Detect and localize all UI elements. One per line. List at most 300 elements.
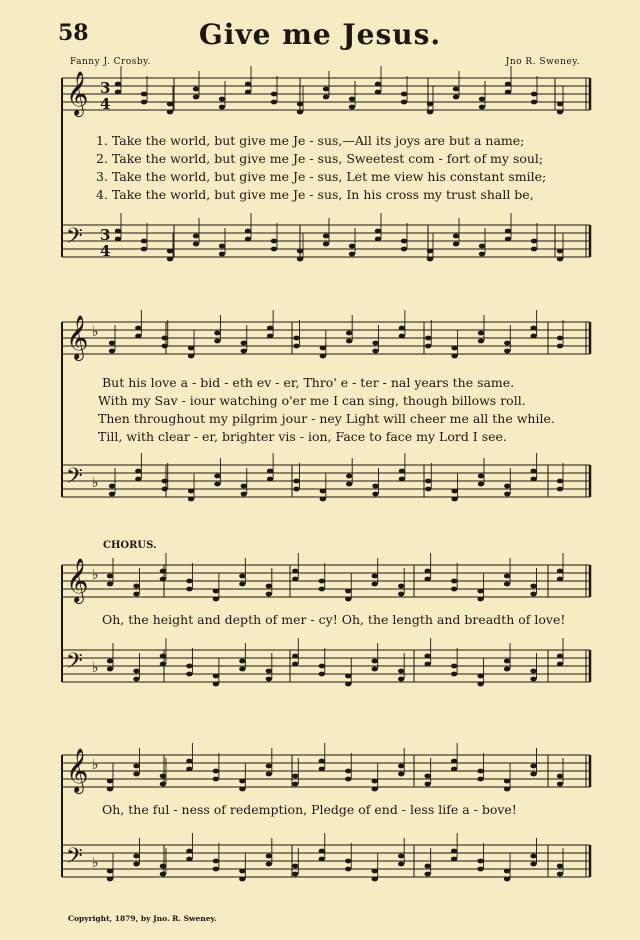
note-head — [293, 487, 299, 492]
note-head — [345, 859, 351, 864]
note-head — [401, 239, 407, 244]
note-head — [293, 336, 299, 341]
note-head — [479, 105, 485, 110]
note-head — [375, 229, 381, 234]
note-head — [424, 872, 430, 877]
note-head — [213, 777, 219, 782]
note-head — [398, 677, 404, 682]
note-head — [398, 669, 404, 674]
note-head — [133, 764, 139, 769]
author-credit: Fanny J. Crosby. — [70, 57, 151, 67]
note-head — [135, 477, 141, 482]
note-head — [107, 877, 113, 882]
hymn-title: Give me Jesus. — [198, 18, 442, 51]
time-signature-top: 3 — [100, 226, 111, 244]
note-head — [530, 764, 536, 769]
note-head — [245, 237, 251, 242]
note-head — [557, 336, 563, 341]
note-head — [372, 779, 378, 784]
flat-icon: ♭ — [92, 855, 99, 871]
note-head — [505, 82, 511, 87]
note-head — [160, 872, 166, 877]
note-head — [451, 664, 457, 669]
treble-clef-icon: 𝄞 — [66, 71, 89, 115]
note-head — [375, 82, 381, 87]
note-head — [320, 497, 326, 502]
note-head — [186, 587, 192, 592]
verse-3-line-1: 3. Take the world, but give me Je - sus, Let me view his constant smile; — [96, 169, 547, 184]
note-head — [213, 674, 219, 679]
note-head — [107, 574, 113, 579]
note-head — [530, 334, 536, 339]
note-head — [453, 87, 459, 92]
note-head — [479, 244, 485, 249]
note-head — [504, 877, 510, 882]
note-head — [109, 341, 115, 346]
note-head — [349, 105, 355, 110]
note-head — [504, 341, 510, 346]
note-head — [530, 677, 536, 682]
note-head — [478, 474, 484, 479]
note-head — [349, 97, 355, 102]
note-head — [241, 341, 247, 346]
note-head — [504, 484, 510, 489]
copyright-notice: Copyright, 1879, by Jno. R. Sweney. — [68, 914, 217, 923]
note-head — [531, 239, 537, 244]
note-head — [133, 854, 139, 859]
flat-icon: ♭ — [92, 567, 99, 583]
note-head — [188, 346, 194, 351]
note-head — [557, 864, 563, 869]
note-head — [133, 592, 139, 597]
note-head — [451, 497, 457, 502]
note-head — [504, 659, 510, 664]
note-head — [266, 677, 272, 682]
note-head — [425, 344, 431, 349]
note-head — [451, 672, 457, 677]
note-head — [239, 779, 245, 784]
note-head — [557, 487, 563, 492]
note-head — [186, 579, 192, 584]
note-head — [135, 326, 141, 331]
note-head — [219, 252, 225, 257]
note-head — [531, 92, 537, 97]
note-head — [530, 592, 536, 597]
note-head — [266, 669, 272, 674]
note-head — [345, 674, 351, 679]
note-head — [162, 479, 168, 484]
note-head — [241, 492, 247, 497]
note-head — [107, 787, 113, 792]
note-head — [109, 484, 115, 489]
note-head — [293, 479, 299, 484]
note-head — [530, 772, 536, 777]
note-head — [504, 582, 510, 587]
note-head — [292, 662, 298, 667]
note-head — [346, 331, 352, 336]
note-head — [557, 577, 563, 582]
note-head — [319, 579, 325, 584]
time-signature-bottom: 4 — [100, 242, 111, 260]
note-head — [115, 229, 121, 234]
note-head — [557, 782, 563, 787]
note-head — [453, 234, 459, 239]
note-head — [319, 849, 325, 854]
note-head — [451, 857, 457, 862]
note-head — [167, 110, 173, 115]
note-head — [372, 582, 378, 587]
note-head — [167, 257, 173, 262]
note-head — [557, 110, 563, 115]
note-head — [133, 584, 139, 589]
note-head — [530, 477, 536, 482]
note-head — [267, 326, 273, 331]
note-head — [557, 479, 563, 484]
flat-icon: ♭ — [92, 660, 99, 676]
note-head — [478, 339, 484, 344]
bass-clef-icon: 𝄢 — [66, 844, 83, 874]
note-head — [477, 597, 483, 602]
note-head — [372, 349, 378, 354]
treble-clef-icon: 𝄞 — [66, 558, 89, 602]
note-head — [372, 341, 378, 346]
note-head — [477, 589, 483, 594]
chorus-lyric-1: Oh, the height and depth of mer - cy! Oh, the length and breadth of love! — [102, 612, 566, 627]
verse-1-line-1: 1. Take the world, but give me Je - sus,—All its joys are but a name; — [96, 133, 525, 148]
note-head — [399, 334, 405, 339]
note-head — [319, 767, 325, 772]
chorus-lyric-2: Oh, the ful - ness of redemption, Pledge of end - less life a - bove! — [102, 802, 517, 817]
note-head — [323, 95, 329, 100]
note-head — [162, 336, 168, 341]
note-head — [213, 682, 219, 687]
note-head — [188, 497, 194, 502]
note-head — [239, 787, 245, 792]
note-head — [451, 346, 457, 351]
bass-clef-icon: 𝄢 — [66, 649, 83, 679]
note-head — [557, 344, 563, 349]
note-head — [213, 589, 219, 594]
time-signature-bottom: 4 — [100, 95, 111, 113]
note-head — [375, 90, 381, 95]
note-head — [292, 569, 298, 574]
note-head — [478, 331, 484, 336]
bass-clef-icon: 𝄢 — [66, 224, 83, 254]
note-head — [115, 237, 121, 242]
note-head — [160, 569, 166, 574]
note-head — [479, 252, 485, 257]
note-head — [530, 326, 536, 331]
verse-3-line-2: Then throughout my pilgrim jour - ney Light will cheer me all the while. — [98, 411, 555, 426]
note-head — [398, 592, 404, 597]
note-head — [399, 326, 405, 331]
note-head — [372, 877, 378, 882]
note-head — [107, 667, 113, 672]
bass-clef-icon: 𝄢 — [66, 464, 83, 494]
note-head — [398, 584, 404, 589]
note-head — [219, 244, 225, 249]
note-head — [267, 477, 273, 482]
note-head — [398, 862, 404, 867]
note-head — [372, 574, 378, 579]
note-head — [372, 667, 378, 672]
note-head — [323, 87, 329, 92]
note-head — [399, 469, 405, 474]
note-head — [239, 574, 245, 579]
note-head — [505, 237, 511, 242]
note-head — [504, 869, 510, 874]
note-head — [345, 769, 351, 774]
note-head — [345, 867, 351, 872]
note-head — [424, 654, 430, 659]
note-head — [266, 854, 272, 859]
note-head — [266, 772, 272, 777]
note-head — [477, 682, 483, 687]
note-head — [424, 569, 430, 574]
note-head — [320, 489, 326, 494]
note-head — [107, 582, 113, 587]
note-head — [186, 759, 192, 764]
note-head — [372, 484, 378, 489]
note-head — [530, 854, 536, 859]
note-head — [214, 474, 220, 479]
note-head — [241, 349, 247, 354]
note-head — [133, 677, 139, 682]
note-head — [372, 492, 378, 497]
note-head — [451, 579, 457, 584]
note-head — [188, 489, 194, 494]
note-head — [115, 90, 121, 95]
note-head — [345, 682, 351, 687]
note-head — [193, 234, 199, 239]
note-head — [186, 849, 192, 854]
note-head — [107, 779, 113, 784]
note-head — [267, 469, 273, 474]
note-head — [160, 774, 166, 779]
note-head — [399, 477, 405, 482]
note-head — [188, 354, 194, 359]
note-head — [505, 229, 511, 234]
note-head — [424, 774, 430, 779]
note-head — [292, 774, 298, 779]
note-head — [245, 229, 251, 234]
note-head — [557, 249, 563, 254]
note-head — [213, 769, 219, 774]
note-head — [297, 110, 303, 115]
note-head — [133, 669, 139, 674]
note-head — [292, 577, 298, 582]
note-head — [504, 787, 510, 792]
note-head — [266, 584, 272, 589]
note-head — [427, 257, 433, 262]
composer-credit: Jno R. Sweney. — [505, 57, 580, 67]
note-head — [160, 864, 166, 869]
note-head — [345, 777, 351, 782]
note-head — [219, 97, 225, 102]
time-signature-top: 3 — [100, 79, 111, 97]
note-head — [141, 100, 147, 105]
note-head — [372, 869, 378, 874]
note-head — [135, 334, 141, 339]
verse-2-line-2: With my Sav - iour watching o'er me I can sing, though billows roll. — [98, 393, 526, 408]
note-head — [239, 659, 245, 664]
note-head — [319, 664, 325, 669]
note-head — [107, 659, 113, 664]
note-head — [531, 100, 537, 105]
treble-clef-icon: 𝄞 — [66, 315, 89, 359]
note-head — [319, 672, 325, 677]
note-head — [186, 672, 192, 677]
note-head — [477, 769, 483, 774]
note-head — [505, 90, 511, 95]
note-head — [372, 659, 378, 664]
note-head — [245, 82, 251, 87]
note-head — [320, 346, 326, 351]
note-head — [141, 247, 147, 252]
note-head — [401, 100, 407, 105]
note-head — [530, 469, 536, 474]
note-head — [297, 249, 303, 254]
note-head — [345, 589, 351, 594]
note-head — [141, 92, 147, 97]
chorus-label: CHORUS. — [103, 540, 157, 551]
note-head — [424, 782, 430, 787]
note-head — [451, 849, 457, 854]
note-head — [424, 864, 430, 869]
note-head — [453, 95, 459, 100]
note-head — [320, 354, 326, 359]
note-head — [451, 587, 457, 592]
note-head — [425, 336, 431, 341]
note-head — [271, 247, 277, 252]
note-head — [451, 767, 457, 772]
note-head — [401, 247, 407, 252]
note-head — [160, 654, 166, 659]
note-head — [557, 654, 563, 659]
note-head — [530, 669, 536, 674]
note-head — [266, 764, 272, 769]
note-head — [530, 584, 536, 589]
note-head — [107, 869, 113, 874]
note-head — [109, 492, 115, 497]
note-head — [504, 349, 510, 354]
note-head — [213, 867, 219, 872]
note-head — [477, 674, 483, 679]
note-head — [345, 597, 351, 602]
note-head — [292, 654, 298, 659]
note-head — [557, 872, 563, 877]
note-head — [478, 482, 484, 487]
note-head — [214, 482, 220, 487]
note-head — [451, 354, 457, 359]
note-head — [297, 102, 303, 107]
note-head — [162, 344, 168, 349]
flat-icon: ♭ — [92, 475, 99, 491]
note-head — [557, 102, 563, 107]
note-head — [266, 592, 272, 597]
note-head — [160, 577, 166, 582]
note-head — [425, 487, 431, 492]
note-head — [557, 569, 563, 574]
note-head — [160, 782, 166, 787]
verse-4-line-2: Till, with clear - er, brighter vis - ion, Face to face my Lord I see. — [98, 429, 507, 444]
note-head — [239, 869, 245, 874]
note-head — [214, 331, 220, 336]
note-head — [160, 662, 166, 667]
note-head — [271, 100, 277, 105]
note-head — [267, 334, 273, 339]
note-head — [133, 862, 139, 867]
note-head — [424, 662, 430, 667]
note-head — [141, 239, 147, 244]
note-head — [245, 90, 251, 95]
note-head — [477, 859, 483, 864]
note-head — [349, 244, 355, 249]
note-head — [214, 339, 220, 344]
note-head — [241, 484, 247, 489]
note-head — [427, 110, 433, 115]
note-head — [477, 777, 483, 782]
verse-4-line-1: 4. Take the world, but give me Je - sus, In his cross my trust shall be, — [96, 187, 534, 202]
note-head — [451, 759, 457, 764]
note-head — [451, 489, 457, 494]
note-head — [292, 872, 298, 877]
page-number: 58 — [58, 20, 89, 46]
note-head — [557, 662, 563, 667]
note-head — [375, 237, 381, 242]
note-head — [239, 582, 245, 587]
note-head — [477, 867, 483, 872]
note-head — [323, 234, 329, 239]
note-head — [319, 759, 325, 764]
note-head — [167, 102, 173, 107]
note-head — [115, 82, 121, 87]
note-head — [186, 664, 192, 669]
note-head — [271, 239, 277, 244]
note-head — [193, 87, 199, 92]
note-head — [167, 249, 173, 254]
verse-2-line-1: 2. Take the world, but give me Je - sus, Sweetest com - fort of my soul; — [96, 151, 544, 166]
note-head — [193, 95, 199, 100]
verse-1-line-2: But his love a - bid - eth ev - er, Thro' e - ter - nal years the same. — [102, 375, 515, 390]
note-head — [427, 102, 433, 107]
note-head — [346, 482, 352, 487]
note-head — [398, 772, 404, 777]
note-head — [135, 469, 141, 474]
note-head — [453, 242, 459, 247]
note-head — [319, 857, 325, 862]
note-head — [266, 862, 272, 867]
note-head — [531, 247, 537, 252]
note-head — [504, 574, 510, 579]
note-head — [319, 587, 325, 592]
note-head — [323, 242, 329, 247]
note-head — [213, 597, 219, 602]
note-head — [297, 257, 303, 262]
note-head — [530, 862, 536, 867]
note-head — [346, 474, 352, 479]
note-head — [213, 859, 219, 864]
note-head — [504, 492, 510, 497]
note-head — [398, 854, 404, 859]
note-head — [186, 767, 192, 772]
note-head — [479, 97, 485, 102]
note-head — [133, 772, 139, 777]
note-head — [398, 764, 404, 769]
note-head — [193, 242, 199, 247]
note-head — [219, 105, 225, 110]
note-head — [427, 249, 433, 254]
